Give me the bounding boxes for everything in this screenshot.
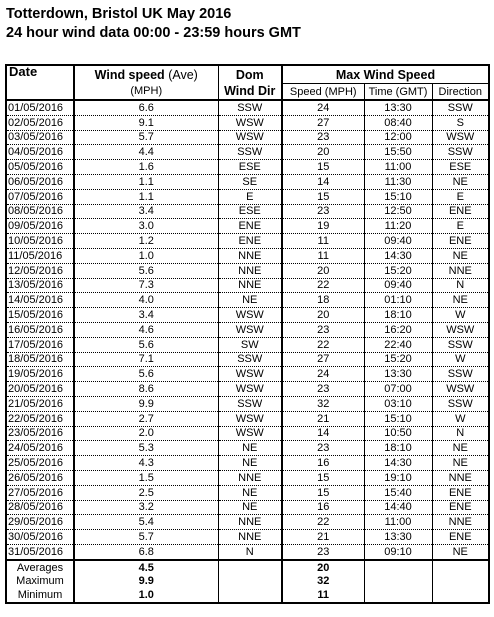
dom-dir-cell: E (218, 189, 282, 204)
date-cell: 22/05/2016 (6, 411, 74, 426)
max-dir-cell: W (432, 308, 489, 323)
ave-speed-cell: 1.1 (74, 174, 218, 189)
max-time-cell: 11:20 (364, 219, 432, 234)
date-cell: 24/05/2016 (6, 441, 74, 456)
max-speed-cell: 27 (282, 115, 364, 130)
ave-speed-cell: 1.0 (74, 248, 218, 263)
date-cell: 08/05/2016 (6, 204, 74, 219)
max-dir-cell: NE (432, 174, 489, 189)
table-row (6, 456, 489, 471)
dom-dir-cell: SW (218, 337, 282, 352)
ave-speed-cell: 3.4 (74, 204, 218, 219)
summary-dom-empty (218, 560, 282, 575)
ave-speed-cell: 3.0 (74, 219, 218, 234)
max-dir-cell: NE (432, 293, 489, 308)
max-dir-cell: WSW (432, 382, 489, 397)
max-dir-cell: NNE (432, 470, 489, 485)
table-row (6, 322, 489, 337)
table-row (6, 530, 489, 545)
table-row (6, 278, 489, 293)
header-row-2 (6, 84, 489, 101)
dom-dir-cell: WSW (218, 308, 282, 323)
date-cell: 04/05/2016 (6, 145, 74, 160)
max-dir-cell: SSW (432, 100, 489, 115)
max-dir-cell: ENE (432, 204, 489, 219)
table-row (6, 470, 489, 485)
dom-dir-cell: WSW (218, 382, 282, 397)
max-speed-cell: 15 (282, 470, 364, 485)
table-row (6, 485, 489, 500)
date-cell: 02/05/2016 (6, 115, 74, 130)
summary-label: Minimum (6, 588, 74, 603)
dom-dir-cell: NNE (218, 278, 282, 293)
max-time-cell: 14:30 (364, 456, 432, 471)
dom-dir-cell: NNE (218, 515, 282, 530)
ave-speed-cell: 3.2 (74, 500, 218, 515)
max-dir-cell: NE (432, 248, 489, 263)
table-row (6, 145, 489, 160)
date-cell: 13/05/2016 (6, 278, 74, 293)
summary-max-speed: 11 (282, 588, 364, 603)
table-row (6, 100, 489, 115)
dom-dir-cell: ENE (218, 234, 282, 249)
summary-rows (6, 560, 489, 603)
dom-dir-cell: ENE (218, 219, 282, 234)
summary-ave-speed: 9.9 (74, 575, 218, 589)
max-time-cell: 15:50 (364, 145, 432, 160)
summary-ave-speed: 4.5 (74, 560, 218, 575)
max-speed-cell: 16 (282, 500, 364, 515)
max-time-cell: 12:50 (364, 204, 432, 219)
max-dir-cell: NE (432, 456, 489, 471)
date-cell: 23/05/2016 (6, 426, 74, 441)
max-dir-cell: E (432, 189, 489, 204)
max-speed-cell: 18 (282, 293, 364, 308)
dom-dir-cell: WSW (218, 130, 282, 145)
header-time: Time (GMT) (364, 84, 432, 101)
ave-speed-cell: 7.3 (74, 278, 218, 293)
ave-speed-cell: 1.6 (74, 160, 218, 175)
max-speed-cell: 16 (282, 456, 364, 471)
table-row (6, 544, 489, 559)
max-time-cell: 11:00 (364, 160, 432, 175)
dom-dir-cell: WSW (218, 367, 282, 382)
max-time-cell: 14:40 (364, 500, 432, 515)
table-row (6, 115, 489, 130)
date-cell: 06/05/2016 (6, 174, 74, 189)
ave-speed-cell: 8.6 (74, 382, 218, 397)
table-row (6, 160, 489, 175)
dom-dir-cell: ESE (218, 204, 282, 219)
date-cell: 11/05/2016 (6, 248, 74, 263)
max-time-cell: 09:10 (364, 544, 432, 559)
max-speed-cell: 24 (282, 367, 364, 382)
date-cell: 16/05/2016 (6, 322, 74, 337)
header-wind-speed-unit: (MPH) (74, 84, 218, 101)
ave-speed-cell: 1.5 (74, 470, 218, 485)
max-time-cell: 03:10 (364, 396, 432, 411)
ave-speed-cell: 4.0 (74, 293, 218, 308)
max-dir-cell: NNE (432, 263, 489, 278)
ave-speed-cell: 4.3 (74, 456, 218, 471)
date-cell: 29/05/2016 (6, 515, 74, 530)
dom-dir-cell: NE (218, 456, 282, 471)
ave-speed-cell: 6.6 (74, 100, 218, 115)
dom-dir-cell: N (218, 544, 282, 559)
page-title: Totterdown, Bristol UK May 2016 (6, 6, 232, 22)
table-row (6, 308, 489, 323)
max-time-cell: 11:00 (364, 515, 432, 530)
date-cell: 31/05/2016 (6, 544, 74, 559)
ave-speed-cell: 9.1 (74, 115, 218, 130)
dom-dir-cell: NNE (218, 263, 282, 278)
summary-max-speed: 32 (282, 575, 364, 589)
ave-speed-cell: 4.6 (74, 322, 218, 337)
max-speed-cell: 14 (282, 426, 364, 441)
summary-time-empty (364, 588, 432, 603)
max-time-cell: 07:00 (364, 382, 432, 397)
header-max-wind-speed: Max Wind Speed (282, 65, 489, 84)
dom-dir-cell: NNE (218, 248, 282, 263)
max-time-cell: 15:40 (364, 485, 432, 500)
table-row (6, 219, 489, 234)
ave-speed-cell: 5.7 (74, 530, 218, 545)
day-rows (6, 100, 489, 560)
summary-time-empty (364, 560, 432, 575)
date-cell: 28/05/2016 (6, 500, 74, 515)
dom-dir-cell: WSW (218, 115, 282, 130)
table-row (6, 189, 489, 204)
summary-max-speed: 20 (282, 560, 364, 575)
date-cell: 07/05/2016 (6, 189, 74, 204)
date-cell: 12/05/2016 (6, 263, 74, 278)
header-wind-dir: Wind Dir (218, 84, 282, 101)
date-cell: 15/05/2016 (6, 308, 74, 323)
dom-dir-cell: NE (218, 441, 282, 456)
max-time-cell: 16:20 (364, 322, 432, 337)
max-time-cell: 22:40 (364, 337, 432, 352)
summary-label: Maximum (6, 575, 74, 589)
summary-ave-speed: 1.0 (74, 588, 218, 603)
max-time-cell: 19:10 (364, 470, 432, 485)
header-wind-speed-suffix: (Ave) (168, 67, 198, 82)
table-row (6, 174, 489, 189)
max-speed-cell: 23 (282, 441, 364, 456)
table-row (6, 352, 489, 367)
max-speed-cell: 22 (282, 278, 364, 293)
max-time-cell: 10:50 (364, 426, 432, 441)
table-row (6, 396, 489, 411)
max-time-cell: 15:10 (364, 411, 432, 426)
max-time-cell: 01:10 (364, 293, 432, 308)
date-cell: 03/05/2016 (6, 130, 74, 145)
max-speed-cell: 21 (282, 411, 364, 426)
max-speed-cell: 20 (282, 145, 364, 160)
dom-dir-cell: SSW (218, 352, 282, 367)
dom-dir-cell: NE (218, 293, 282, 308)
max-dir-cell: WSW (432, 322, 489, 337)
ave-speed-cell: 5.6 (74, 367, 218, 382)
dom-dir-cell: NNE (218, 530, 282, 545)
table-row (6, 441, 489, 456)
max-speed-cell: 27 (282, 352, 364, 367)
max-speed-cell: 22 (282, 337, 364, 352)
max-time-cell: 13:30 (364, 367, 432, 382)
max-dir-cell: N (432, 278, 489, 293)
max-dir-cell: NE (432, 441, 489, 456)
dom-dir-cell: NNE (218, 470, 282, 485)
max-dir-cell: SSW (432, 337, 489, 352)
summary-row (6, 588, 489, 603)
max-dir-cell: SSW (432, 367, 489, 382)
date-cell: 17/05/2016 (6, 337, 74, 352)
ave-speed-cell: 1.1 (74, 189, 218, 204)
summary-row (6, 560, 489, 575)
max-time-cell: 18:10 (364, 441, 432, 456)
max-dir-cell: SSW (432, 396, 489, 411)
max-dir-cell: NNE (432, 515, 489, 530)
header-speed: Speed (MPH) (282, 84, 364, 101)
max-dir-cell: ENE (432, 485, 489, 500)
header-row-1 (6, 65, 489, 84)
date-cell: 18/05/2016 (6, 352, 74, 367)
table-row (6, 204, 489, 219)
max-dir-cell: WSW (432, 130, 489, 145)
max-dir-cell: ENE (432, 530, 489, 545)
max-dir-cell: N (432, 426, 489, 441)
table-row (6, 426, 489, 441)
header-wind-speed-label: Wind speed (94, 67, 165, 82)
max-dir-cell: W (432, 352, 489, 367)
max-dir-cell: SSW (432, 145, 489, 160)
summary-label: Averages (6, 560, 74, 575)
max-speed-cell: 14 (282, 174, 364, 189)
dom-dir-cell: WSW (218, 411, 282, 426)
dom-dir-cell: SSW (218, 145, 282, 160)
date-cell: 30/05/2016 (6, 530, 74, 545)
max-speed-cell: 19 (282, 219, 364, 234)
ave-speed-cell: 7.1 (74, 352, 218, 367)
max-speed-cell: 32 (282, 396, 364, 411)
max-time-cell: 15:10 (364, 189, 432, 204)
dom-dir-cell: WSW (218, 322, 282, 337)
ave-speed-cell: 4.4 (74, 145, 218, 160)
dom-dir-cell: ESE (218, 160, 282, 175)
date-cell: 01/05/2016 (6, 100, 74, 115)
max-speed-cell: 11 (282, 248, 364, 263)
ave-speed-cell: 5.4 (74, 515, 218, 530)
max-speed-cell: 23 (282, 382, 364, 397)
ave-speed-cell: 2.0 (74, 426, 218, 441)
summary-dom-empty (218, 575, 282, 589)
max-speed-cell: 20 (282, 263, 364, 278)
max-dir-cell: E (432, 219, 489, 234)
summary-dir-empty (432, 560, 489, 575)
table-row (6, 263, 489, 278)
max-speed-cell: 20 (282, 308, 364, 323)
dom-dir-cell: NE (218, 485, 282, 500)
page-subtitle: 24 hour wind data 00:00 - 23:59 hours GMT (6, 25, 301, 41)
ave-speed-cell: 2.7 (74, 411, 218, 426)
max-time-cell: 08:40 (364, 115, 432, 130)
max-dir-cell: ENE (432, 500, 489, 515)
date-cell: 05/05/2016 (6, 160, 74, 175)
max-time-cell: 09:40 (364, 234, 432, 249)
max-dir-cell: ENE (432, 234, 489, 249)
ave-speed-cell: 5.7 (74, 130, 218, 145)
ave-speed-cell: 1.2 (74, 234, 218, 249)
summary-dir-empty (432, 575, 489, 589)
max-time-cell: 13:30 (364, 530, 432, 545)
max-dir-cell: ESE (432, 160, 489, 175)
max-speed-cell: 15 (282, 485, 364, 500)
dom-dir-cell: SSW (218, 396, 282, 411)
max-time-cell: 09:40 (364, 278, 432, 293)
max-speed-cell: 15 (282, 189, 364, 204)
max-time-cell: 11:30 (364, 174, 432, 189)
summary-dir-empty (432, 588, 489, 603)
ave-speed-cell: 5.6 (74, 263, 218, 278)
ave-speed-cell: 2.5 (74, 485, 218, 500)
table-row (6, 382, 489, 397)
max-time-cell: 14:30 (364, 248, 432, 263)
dom-dir-cell: NE (218, 500, 282, 515)
max-dir-cell: W (432, 411, 489, 426)
dom-dir-cell: SSW (218, 100, 282, 115)
summary-dom-empty (218, 588, 282, 603)
date-cell: 09/05/2016 (6, 219, 74, 234)
date-cell: 19/05/2016 (6, 367, 74, 382)
ave-speed-cell: 3.4 (74, 308, 218, 323)
ave-speed-cell: 9.9 (74, 396, 218, 411)
max-speed-cell: 23 (282, 204, 364, 219)
dom-dir-cell: WSW (218, 426, 282, 441)
date-cell: 14/05/2016 (6, 293, 74, 308)
dom-dir-cell: SE (218, 174, 282, 189)
ave-speed-cell: 6.8 (74, 544, 218, 559)
max-dir-cell: S (432, 115, 489, 130)
date-cell: 10/05/2016 (6, 234, 74, 249)
max-speed-cell: 24 (282, 100, 364, 115)
max-speed-cell: 21 (282, 530, 364, 545)
date-cell: 21/05/2016 (6, 396, 74, 411)
table-row (6, 293, 489, 308)
max-time-cell: 15:20 (364, 352, 432, 367)
date-cell: 27/05/2016 (6, 485, 74, 500)
max-speed-cell: 23 (282, 544, 364, 559)
summary-row (6, 575, 489, 589)
table-row (6, 130, 489, 145)
max-speed-cell: 23 (282, 130, 364, 145)
date-cell: 20/05/2016 (6, 382, 74, 397)
max-speed-cell: 22 (282, 515, 364, 530)
max-time-cell: 15:20 (364, 263, 432, 278)
table-row (6, 515, 489, 530)
table-row (6, 337, 489, 352)
table-row (6, 367, 489, 382)
header-date: Date (6, 65, 74, 100)
header-dom: Dom (218, 65, 282, 84)
table-row (6, 248, 489, 263)
max-dir-cell: NE (432, 544, 489, 559)
table-row (6, 500, 489, 515)
table-row (6, 411, 489, 426)
max-speed-cell: 15 (282, 160, 364, 175)
ave-speed-cell: 5.3 (74, 441, 218, 456)
date-cell: 25/05/2016 (6, 456, 74, 471)
summary-time-empty (364, 575, 432, 589)
max-time-cell: 13:30 (364, 100, 432, 115)
max-time-cell: 18:10 (364, 308, 432, 323)
max-speed-cell: 23 (282, 322, 364, 337)
header-wind-speed (74, 65, 218, 84)
ave-speed-cell: 5.6 (74, 337, 218, 352)
date-cell: 26/05/2016 (6, 470, 74, 485)
max-speed-cell: 11 (282, 234, 364, 249)
table-row (6, 234, 489, 249)
header-direction: Direction (432, 84, 489, 101)
max-time-cell: 12:00 (364, 130, 432, 145)
wind-data-table (5, 64, 490, 604)
